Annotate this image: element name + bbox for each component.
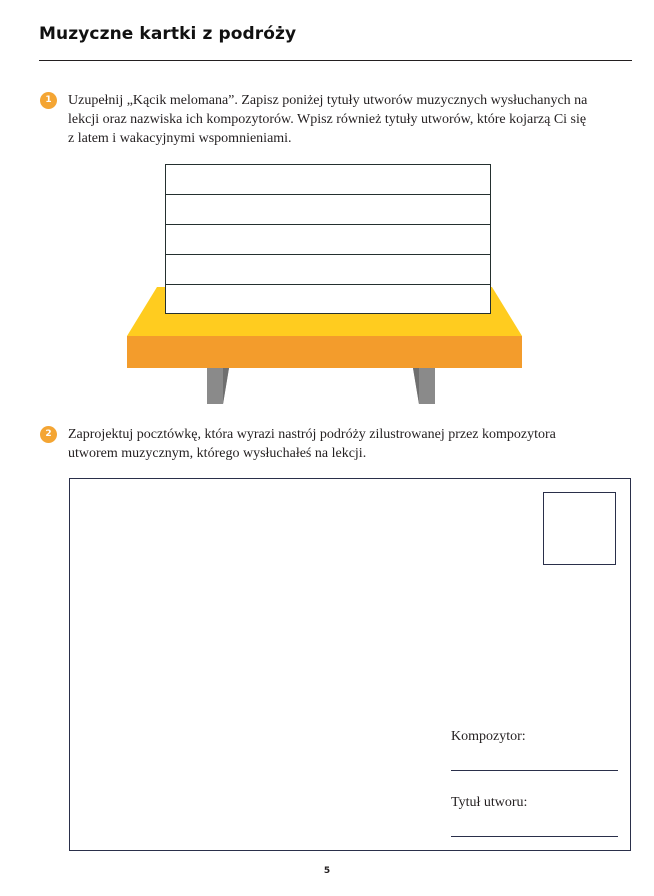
task-2-line: utworem muzycznym, którego wysłuchałeś na lekcji. bbox=[68, 446, 367, 461]
composer-answer-line[interactable] bbox=[451, 770, 618, 771]
title-label: Tytuł utworu: bbox=[451, 795, 528, 810]
title-answer-line[interactable] bbox=[451, 836, 618, 837]
answer-row-3[interactable] bbox=[166, 225, 490, 255]
composer-label: Kompozytor: bbox=[451, 729, 526, 744]
task-2-line: Zaprojektuj pocztówkę, która wyrazi nastrój podróży zilustrowanej przez kompozytora bbox=[68, 427, 556, 442]
answer-row-2[interactable] bbox=[166, 195, 490, 225]
bench-leg-left-shade bbox=[223, 368, 229, 404]
task-1-instructions bbox=[68, 91, 587, 148]
answer-row-4[interactable] bbox=[166, 255, 490, 285]
answer-row-1[interactable] bbox=[166, 165, 490, 195]
task-2-instructions bbox=[68, 425, 556, 463]
task-1-line: lekcji oraz nazwiska ich kompozytorów. Wpisz również tytuły utworów, które kojarzą Ci się bbox=[68, 112, 587, 127]
page-number: 5 bbox=[323, 866, 331, 876]
melomaniac-corner-answer-box bbox=[165, 164, 491, 314]
task-2-number-badge: 2 bbox=[40, 426, 57, 443]
page-title: Muzyczne kartki z podróży bbox=[39, 24, 297, 44]
title-divider bbox=[39, 60, 632, 61]
answer-row-5[interactable] bbox=[166, 285, 490, 315]
postcard-stamp-box bbox=[543, 492, 616, 565]
bench-seat-front bbox=[127, 336, 522, 368]
task-1-number-badge: 1 bbox=[40, 92, 57, 109]
task-1-line: z latem i wakacyjnymi wspomnieniami. bbox=[68, 131, 292, 146]
task-1-line: Uzupełnij „Kącik melomana”. Zapisz poniżej tytuły utworów muzycznych wysłuchanych na bbox=[68, 93, 588, 108]
bench-leg-right-shade bbox=[413, 368, 419, 404]
